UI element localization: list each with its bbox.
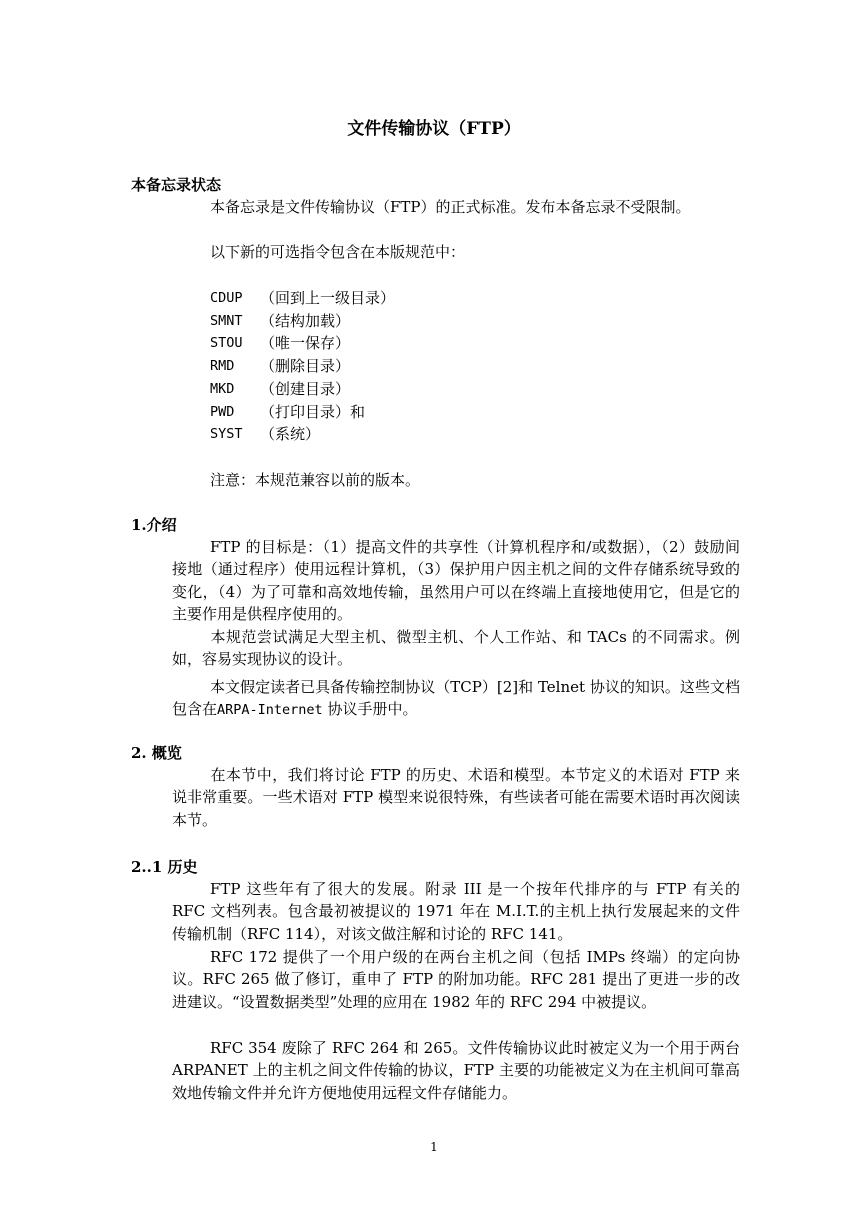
status-paragraph-2: [172, 241, 740, 263]
status-paragraph-2-text: 以下新的可选指令包含在本版规范中：: [210, 243, 466, 261]
history-paragraph-2-text: RFC 172 提供了一个用户级的在两台主机之间（包括 IMPs 终端）的定向协议。RFC 265 做了修订，重申了 FTP 的附加功能。RFC 281 提出了更进一步的改进建议。“设置数据类型”处理的应用在 1982 年的 RFC 294 中被提议。: [172, 948, 740, 1011]
section-heading-overview: 2. 概览: [131, 744, 182, 762]
command-desc: （删除目录）: [260, 357, 351, 376]
history-paragraph-1: [172, 878, 740, 945]
intro-paragraph-3-mono: ARPA-Internet: [217, 702, 323, 719]
command-name: PWD: [210, 403, 235, 420]
command-item: [210, 378, 395, 401]
command-item: [210, 423, 395, 446]
command-desc: （系统）: [260, 425, 321, 444]
command-item: [210, 401, 395, 424]
command-name: RMD: [210, 358, 235, 375]
intro-paragraph-1-text: FTP 的目标是：（1）提高文件的共享性（计算机程序和/或数据），（2）鼓励间接地（通过程序）使用远程计算机，（3）保护用户因主机之间的文件存储系统导致的变化，（4）为了可靠和高效地传输，虽然用户可以在终端上直接地使用它，但是它的主要作用是供程序使用的。: [172, 538, 740, 624]
section-heading-status: 本备忘录状态: [131, 176, 222, 194]
command-name: SYST: [210, 426, 243, 443]
command-desc: （打印目录）和: [260, 402, 366, 421]
command-item: [210, 332, 395, 355]
command-name: CDUP: [210, 290, 243, 306]
command-name: SMNT: [210, 312, 243, 329]
command-desc: （结构加载）: [260, 311, 351, 330]
command-desc: （唯一保存）: [260, 334, 351, 353]
command-desc: （回到上一级目录）: [260, 289, 396, 307]
status-note-text: 注意：本规范兼容以前的版本。: [210, 471, 421, 489]
command-desc: （创建目录）: [260, 379, 351, 398]
history-paragraph-2: [172, 946, 740, 1013]
command-item: [210, 310, 395, 333]
status-paragraph-1-text: 本备忘录是文件传输协议（FTP）的正式标准。发布本备忘录不受限制。: [210, 198, 691, 216]
section-heading-intro: 1.介绍: [131, 516, 177, 534]
document-title: 文件传输协议（FTP）: [347, 119, 521, 139]
intro-paragraph-2: [172, 626, 740, 671]
command-name: MKD: [210, 380, 235, 397]
history-paragraph-3-text: RFC 354 废除了 RFC 264 和 265。文件传输协议此时被定义为一个用于两台 ARPANET 上的主机之间文件传输的协议，FTP 主要的功能被定义为在主机间可靠高效地传输文件并允许方便地使用远程文件存储能力。: [172, 1039, 740, 1102]
section-heading-history: 2..1 历史: [131, 858, 198, 876]
command-item: [210, 355, 395, 378]
history-paragraph-1-text: FTP 这些年有了很大的发展。附录 III 是一个按年代排序的与 FTP 有关的 RFC 文档列表。包含最初被提议的 1971 年在 M.I.T.的主机上执行发展起来的文件传输机制（RFC 114），对该文做注解和讨论的 RFC 141。: [172, 880, 740, 943]
command-item: [210, 287, 395, 310]
overview-paragraph-1-text: 在本节中，我们将讨论 FTP 的历史、术语和模型。本节定义的术语对 FTP 来说非常重要。一些术语对 FTP 模型来说很特殊，有些读者可能在需要术语时再次阅读本节。: [172, 766, 740, 829]
history-paragraph-3: [172, 1037, 740, 1104]
intro-paragraph-3: [172, 676, 740, 722]
status-paragraph-1: [172, 196, 740, 218]
command-name: STOU: [210, 335, 243, 352]
overview-paragraph-1: [172, 764, 740, 831]
intro-paragraph-1: [172, 536, 740, 626]
intro-paragraph-2-text: 本规范尝试满足大型主机、微型主机、个人工作站、和 TACs 的不同需求。例如，容易实现协议的设计。: [172, 628, 740, 669]
page-number: 1: [430, 1140, 438, 1154]
status-note: [172, 469, 740, 491]
command-list: [210, 287, 395, 446]
intro-paragraph-3-text-a: 本文假定读者已具备传输控制协议（TCP）[2]和 Telnet 协议的知识。这些文档包含在: [172, 678, 740, 719]
intro-paragraph-3-text-b: 协议手册中。: [322, 700, 418, 719]
